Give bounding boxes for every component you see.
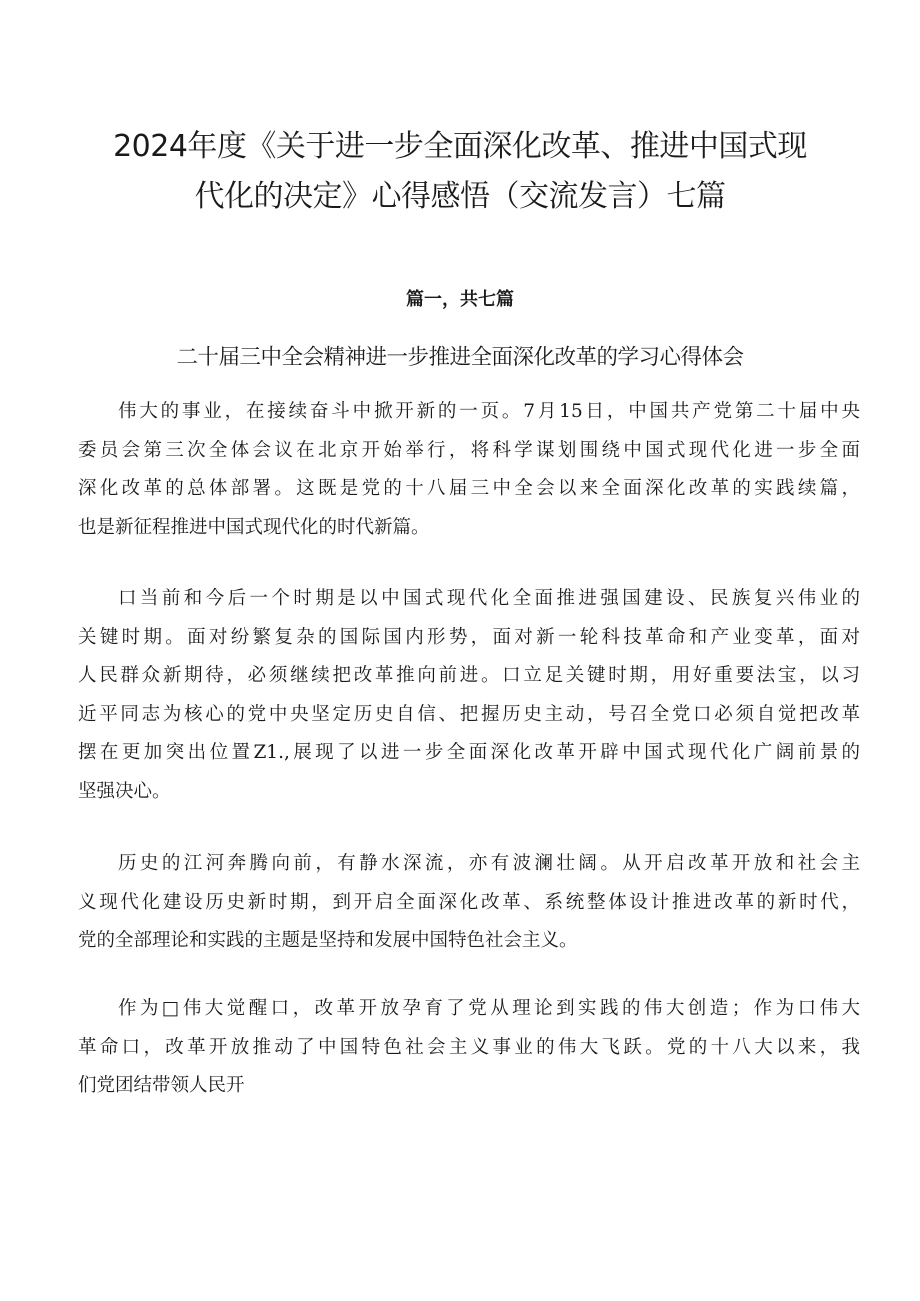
paragraph-line: 历史的江河奔腾向前，有静水深流，亦有波澜壮阔。从开启改革开放和社会主 — [118, 853, 860, 874]
paragraph-line: 党的全部理论和实践的主题是坚持和发展中国特色社会主义。 — [78, 930, 578, 951]
section-heading: 二十届三中全会精神进一步推进全面深化改革的学习心得体会 — [176, 345, 744, 370]
paragraph-line: 委员会第三次全体会议在北京开始举行，将科学谋划围绕中国式现代化进一步全面 — [78, 439, 860, 461]
document-title — [90, 122, 830, 222]
paragraph-4 — [78, 990, 860, 1106]
paragraph-line: 也是新征程推进中国式现代化的时代新篇。 — [78, 516, 430, 538]
paragraph-line: 义现代化建设历史新时期，到开启全面深化改革、系统整体设计推进改革的新时代， — [78, 891, 860, 913]
paragraph-line: 革命口，改革开放推动了中国特色社会主义事业的伟大飞跃。党的十八大以来，我 — [78, 1036, 860, 1058]
paragraph-line: 作为□伟大觉醒口，改革开放孕育了党从理论到实践的伟大创造；作为口伟大 — [118, 998, 860, 1019]
paragraph-line: 近平同志为核心的党中央坚定历史自信、把握历史主动，号召全党口必须自觉把改革 — [78, 703, 860, 725]
paragraph-line: 关键时期。面对纷繁复杂的国际国内形势，面对新一轮科技革命和产业变革，面对 — [78, 626, 860, 648]
paragraph-line: 们党团结带领人民开 — [78, 1075, 245, 1096]
paragraph-3 — [78, 845, 860, 961]
paragraph-line: 坚强决心。 — [78, 780, 171, 802]
paragraph-line: 口当前和今后一个时期是以中国式现代化全面推进强国建设、民族复兴伟业的 — [118, 588, 860, 609]
paragraph-1 — [78, 393, 860, 547]
paragraph-line: 深化改革的总体部署。这既是党的十八届三中全会以来全面深化改革的实践续篇， — [78, 478, 860, 499]
document-title-line-2: 代化的决定》心得感悟（交流发言）七篇 — [194, 179, 726, 214]
paragraph-line: 人民群众新期待，必须继续把改革推向前进。口立足关键时期，用好重要法宝，以习 — [78, 665, 860, 686]
section-label: 篇一，共七篇 — [406, 289, 514, 310]
paragraph-line: 摆在更加突出位置Z1.,展现了以进一步全面深化改革开辟中国式现代化广阔前景的 — [78, 742, 860, 763]
paragraph-line: 伟大的事业，在接续奋斗中掀开新的一页。7月15日，中国共产党第二十届中央 — [118, 401, 860, 422]
paragraph-2 — [78, 580, 860, 811]
document-title-line-1: 2024年度《关于进一步全面深化改革、推进中国式现 — [113, 129, 807, 164]
